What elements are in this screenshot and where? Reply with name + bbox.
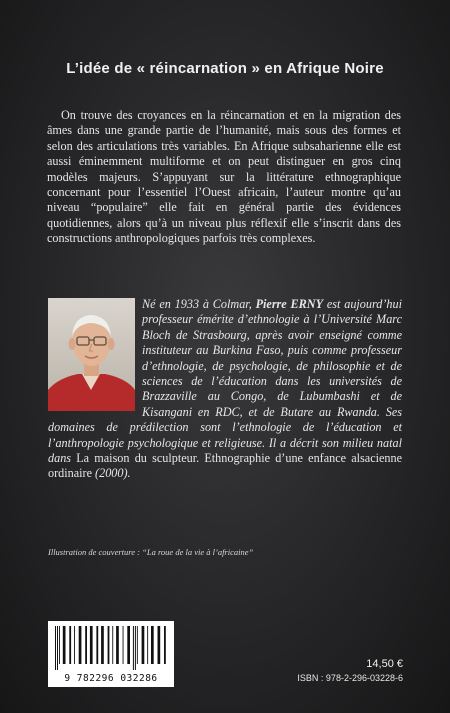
book-title: L’idée de « réincarnation » en Afrique Noire (66, 60, 384, 77)
bio-intro: Né en 1933 à Colmar, (142, 297, 256, 311)
author-biography (48, 297, 402, 482)
barcode-bar (79, 626, 82, 664)
price: 14,50 € (366, 658, 403, 670)
barcode-bars (54, 626, 168, 670)
barcode-bar (133, 626, 134, 670)
barcode-bar (164, 626, 166, 664)
barcode-bar (101, 626, 104, 664)
bio-career: est aujourd’hui professeur émérite d’ethnologie à l’Université Marc Bloch de Strasbourg, après avoir enseigné comme instituteur au Burkina Faso, puis comme professeur d’ethnologie, de psychologie, de philosophie et de sciences de l’éducation dans les universités de Brazzaville au Congo, de Lubumbashi et de Kisangani en RDC, et de Butare au Rwanda. Ses domaines de prédilection sont l’ethnologie de l’éducation et l’anthropologie psychologique et religieuse. Il a décrit son milieu natal dans (48, 297, 403, 466)
summary-paragraph: On trouve des croyances en la réincarnation et en la migration des âmes dans une grande partie de l’humanité, mais sous des formes et selon des articulations très variables. En Afrique subsaharienne elle est aussi éminemment multiforme et on peut distinguer en gros cinq modèles majeurs. S’appuyant sur la littérature ethnographique concernant pour l’essentiel l’Ouest africain, l’auteur montre qu’au niveau “populaire” elle fait en général partie des évidences quotidiennes, alors qu’à un niveau plus réflexif elle s’inscrit dans des constructions anthropologiques parfois très complexes. (47, 108, 401, 246)
barcode-bar (142, 626, 145, 664)
barcode-bar (127, 626, 130, 664)
barcode-bar (123, 626, 124, 664)
barcode-bar (96, 626, 98, 664)
barcode-bar (158, 626, 161, 664)
cover-illustration-caption: Illustration de couverture : “La roue de la vie à l’africaine” (48, 547, 254, 557)
bio-book-title: La maison du sculpteur. Ethnographie d’une enfance alsacienne ordinaire (48, 451, 402, 481)
isbn: ISBN : 978-2-296-03228-6 (297, 673, 403, 683)
barcode-bar (112, 626, 113, 664)
barcode-bar (137, 626, 138, 664)
barcode-bar (85, 626, 87, 664)
author-name: Pierre ERNY (255, 297, 324, 311)
barcode-bar (55, 626, 56, 670)
barcode-bar (59, 626, 60, 664)
bio-book-year: (2000). (92, 466, 131, 481)
barcode-bar (69, 626, 71, 664)
barcode (48, 621, 174, 687)
barcode-digits: 9 782296 032286 (64, 673, 158, 684)
barcode-bar (151, 626, 154, 664)
barcode-bar (63, 626, 66, 664)
barcode-bar (74, 626, 75, 664)
barcode-bar (147, 626, 148, 664)
barcode-bar (135, 626, 136, 670)
barcode-bar (90, 626, 93, 664)
photo-wrap-spacer (48, 297, 142, 415)
barcode-bar (57, 626, 58, 670)
barcode-bar (108, 626, 110, 664)
book-summary (47, 108, 401, 247)
barcode-bar (116, 626, 119, 664)
